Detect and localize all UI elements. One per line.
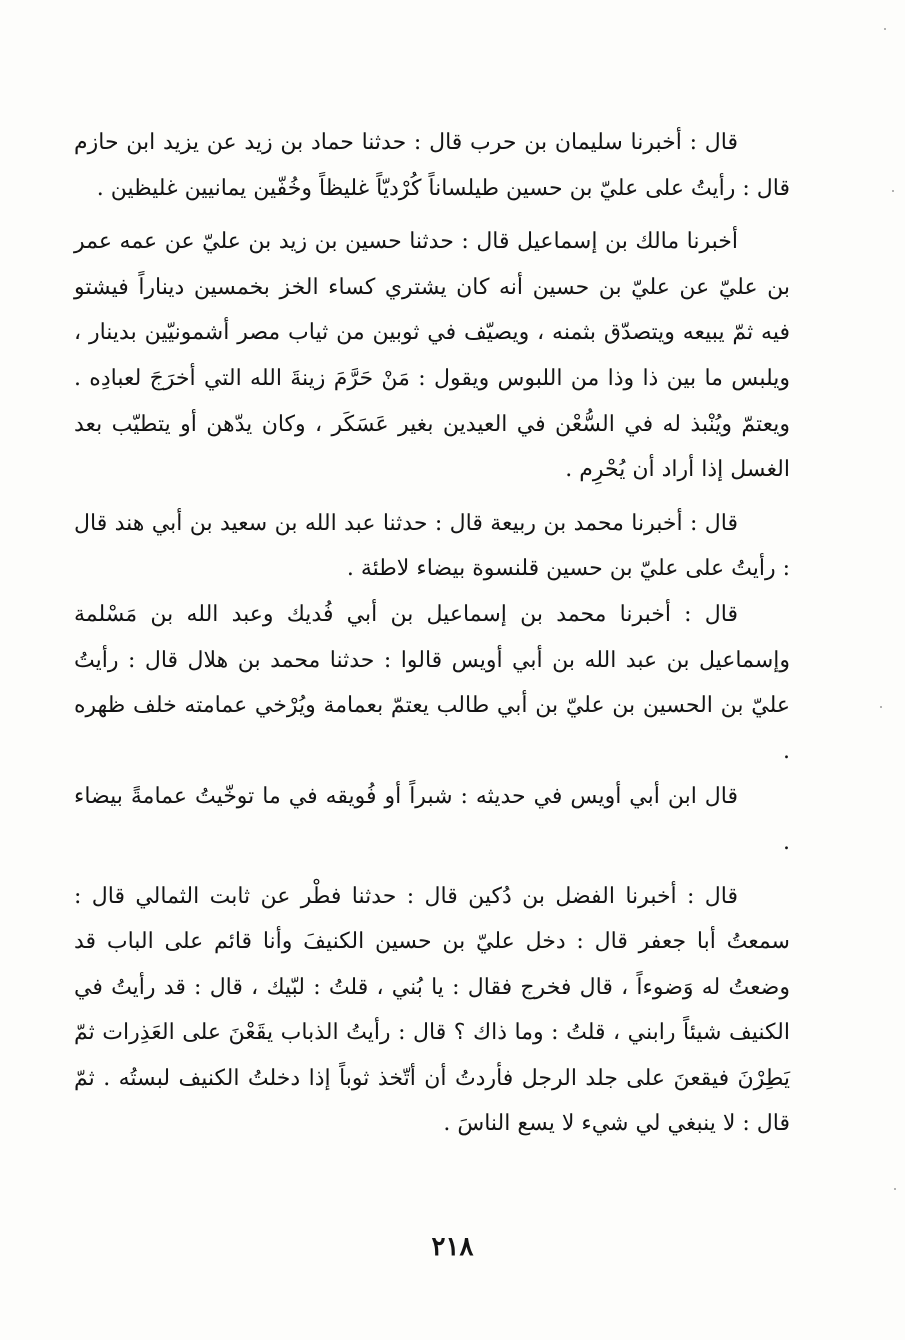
paper-speck (884, 28, 886, 30)
paragraph-5: قال ابن أبي أويس في حديثه : شبراً أو فُويقه في ما توخّيتُ عمامةً بيضاء . (74, 784, 790, 855)
paragraph-1: قال : أخبرنا سليمان بن حرب قال : حدثنا حماد بن زيد عن يزيد ابن حازم قال : رأيتُ على عليّ بن حسين طيلساناً كُرْديّاً غليظاً وخُفّين يمانيين غليظين . (74, 130, 790, 201)
paragraph-6: قال : أخبرنا الفضل بن دُكين قال : حدثنا فطْر عن ثابت الثمالي قال : سمعتُ أبا جعفر قال : دخل عليّ بن حسين الكنيفَ وأنا قائم على الباب قد وضعتُ له وَضوءاً ، قال فخرج فقال : يا بُني ، قلتُ : لبّيك ، قال : قد رأيتُ في الكنيف شيئاً رابني ، قلتُ : وما ذاك ؟ قال : رأيتُ الذباب يقَعْنَ على العَذِرات ثمّ يَطِرْنَ فيقعنَ على جلد الرجل فأردتُ أن أتّخذ ثوباً إذا دخلتُ الكنيف لبستُه . ثمّ قال : لا ينبغي لي شيء لا يسع الناسَ . (74, 883, 790, 1137)
page-body-text (74, 120, 790, 1155)
paper-speck (892, 190, 894, 192)
page-number: ٢١٨ (431, 1232, 474, 1262)
paragraph-4: قال : أخبرنا محمد بن إسماعيل بن أبي فُديك وعبد الله بن مَسْلمة وإسماعيل بن عبد الله بن أبي أويس قالوا : حدثنا محمد بن هلال قال : رأيتُ عليّ بن الحسين بن عليّ بن أبي طالب يعتمّ بعمامة ويُرْخي عمامته خلف ظهره . (74, 601, 790, 764)
paragraph-3: قال : أخبرنا محمد بن ربيعة قال : حدثنا عبد الله بن سعيد بن أبي هند قال : رأيتُ على عليّ بن حسين قلنسوة بيضاء لاطئة . (74, 510, 790, 582)
paper-speck (880, 706, 882, 708)
paragraph-2: أخبرنا مالك بن إسماعيل قال : حدثنا حسين بن زيد بن عليّ عن عمه عمر بن عليّ عن عليّ بن حسين أنه كان يشتري كساء الخز بخمسين ديناراً فيشتو فيه ثمّ يبيعه ويتصدّق بثمنه ، ويصيّف في ثوبين من ثياب مصر أشمونيّين بدينار ، ويلبس ما بين ذا وذا من اللبوس ويقول : مَنْ حَرَّمَ زينةَ الله التي أخرَجَ لعبادِه . ويعتمّ ويُنْبذ له في السُّعْن في العيدين بغير عَسَكَر ، وكان يدّهن أو يتطيّب بعد الغسل إذا أراد أن يُحْرِم . (74, 229, 790, 483)
paper-speck (894, 1188, 896, 1190)
